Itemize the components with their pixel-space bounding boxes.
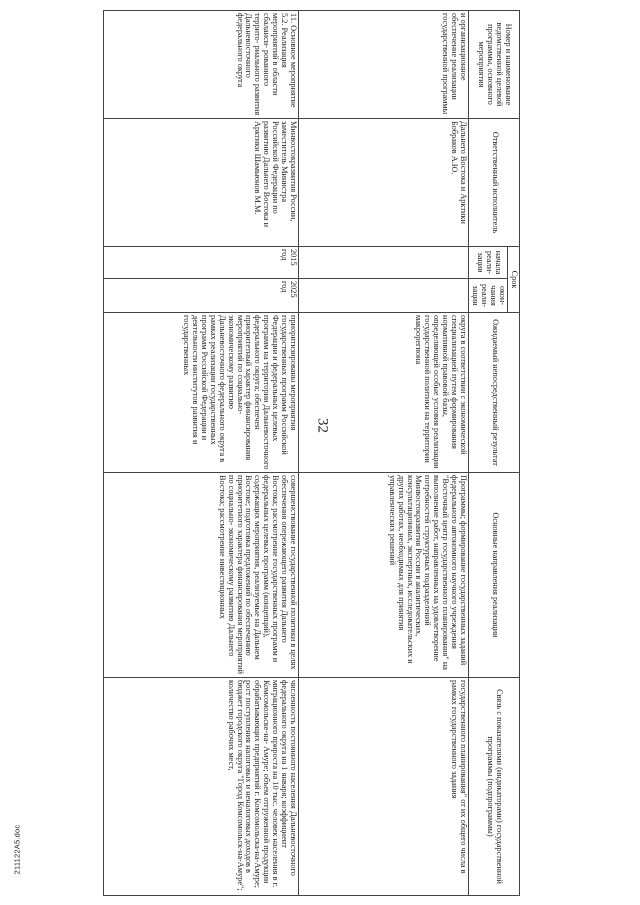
header-row-1 <box>508 11 520 896</box>
cell-indicators: государственного планирования" от их общего числа в рамках государственного задания <box>299 678 469 896</box>
program-table <box>103 10 520 896</box>
cell-start <box>299 247 469 279</box>
header-directions: Основные направления реализации <box>469 473 520 678</box>
cell-indicators: численность постоянного населения Дальневосточного федерального округа на 1 января; коэффициент миграционного прироста на 10 тыс. человек населения в г. Комсомольске-на- Амуре; объем отгруженной продукции обрабатывающих предприятий г. Комсомольска-на-Амуре; рост поступления налоговых и неналоговых доходов в бюджет городского округа "Город Комсомольск-на-Амуре"; количество рабочих мест, <box>104 678 299 896</box>
header-result: Ожидаемый непосредственный результат <box>469 313 520 473</box>
header-start: начала реали- зации <box>469 247 508 279</box>
cell-directions: Программы; формирование государственных заданий федерального автономного научного учреждения "Восточный центр государственного планирования" на выполнение работ, направленных на удовлетворение потребностей структурных подразделений Минвостокразвития России в аналитических, консультационных, экспертных, исследовательских и других работах, необходимых для принятия управленческих решений <box>299 473 469 678</box>
cell-directions: совершенствование государственной политики в целях обеспечения опережающего развития Дальнего Востока; рассмотрение государственных программ и федеральных целевых программ (концепций), содержащих мероприятия, реализуемые на Дальнем Востоке; подготовка предложений по обеспечению приоритетного характера финансирования мероприятий по социально- экономическому развитию Дальнего Востока; рассмотрение инвестиционных <box>104 473 299 678</box>
header-name: Номер и наименование ведомственной целевой программы, основного мероприятия <box>469 11 520 119</box>
cell-end: 2025 год <box>104 279 299 313</box>
table-row <box>299 11 469 896</box>
cell-end <box>299 279 469 313</box>
header-term: Срок <box>508 247 520 313</box>
row-name: Основное мероприятие 5.2. Реализация мероприятий в области сбаланси- рованного террито- риального развития Дальневосточного федерального округа <box>235 13 299 116</box>
header-indicators: Связь с показателями (индикаторами) государственной программы (подпрограммы) <box>469 678 520 896</box>
cell-result: приоритизированы мероприятия государственных программ Российской Федерации и федеральных целевых программ на территории Дальневосточного федерального округа; обеспечен приоритетный характер финансирования мероприятий по социально- экономическому развитию Дальневосточного федерального округа в рамках реализации государственных программ Российской Федерации и деятельности институтов развития и государственных <box>104 313 299 473</box>
cell-responsible: Минвостокразвития России, заместитель Министра Российской Федерации по развитию Дальнего Востока и Арктики Шамьюнов М.М. <box>104 119 299 247</box>
header-end: окон- чания реали- зации <box>469 279 508 313</box>
table-row <box>104 11 299 896</box>
cell-result: округа в соответствии с экономической специализацией путем формирования нормативной правовой базы, определяющей особые условия реализации государственной политики на территории макрорегиона <box>299 313 469 473</box>
cell-start: 2015 год <box>104 247 299 279</box>
row-number: 11. <box>289 13 299 24</box>
page-number: 32 <box>314 418 331 433</box>
cell-responsible: Дальнего Востока и Арктики Бобраков А.Ю. <box>299 119 469 247</box>
row-name: и организационное обеспечение реализации государственной программы <box>441 13 469 115</box>
footer-document-code: 211122A5.doc <box>12 824 22 875</box>
cell-name <box>299 11 469 119</box>
header-responsible: Ответственный исполнитель <box>469 119 520 247</box>
rotated-table-container <box>70 10 520 895</box>
cell-name <box>104 11 299 119</box>
